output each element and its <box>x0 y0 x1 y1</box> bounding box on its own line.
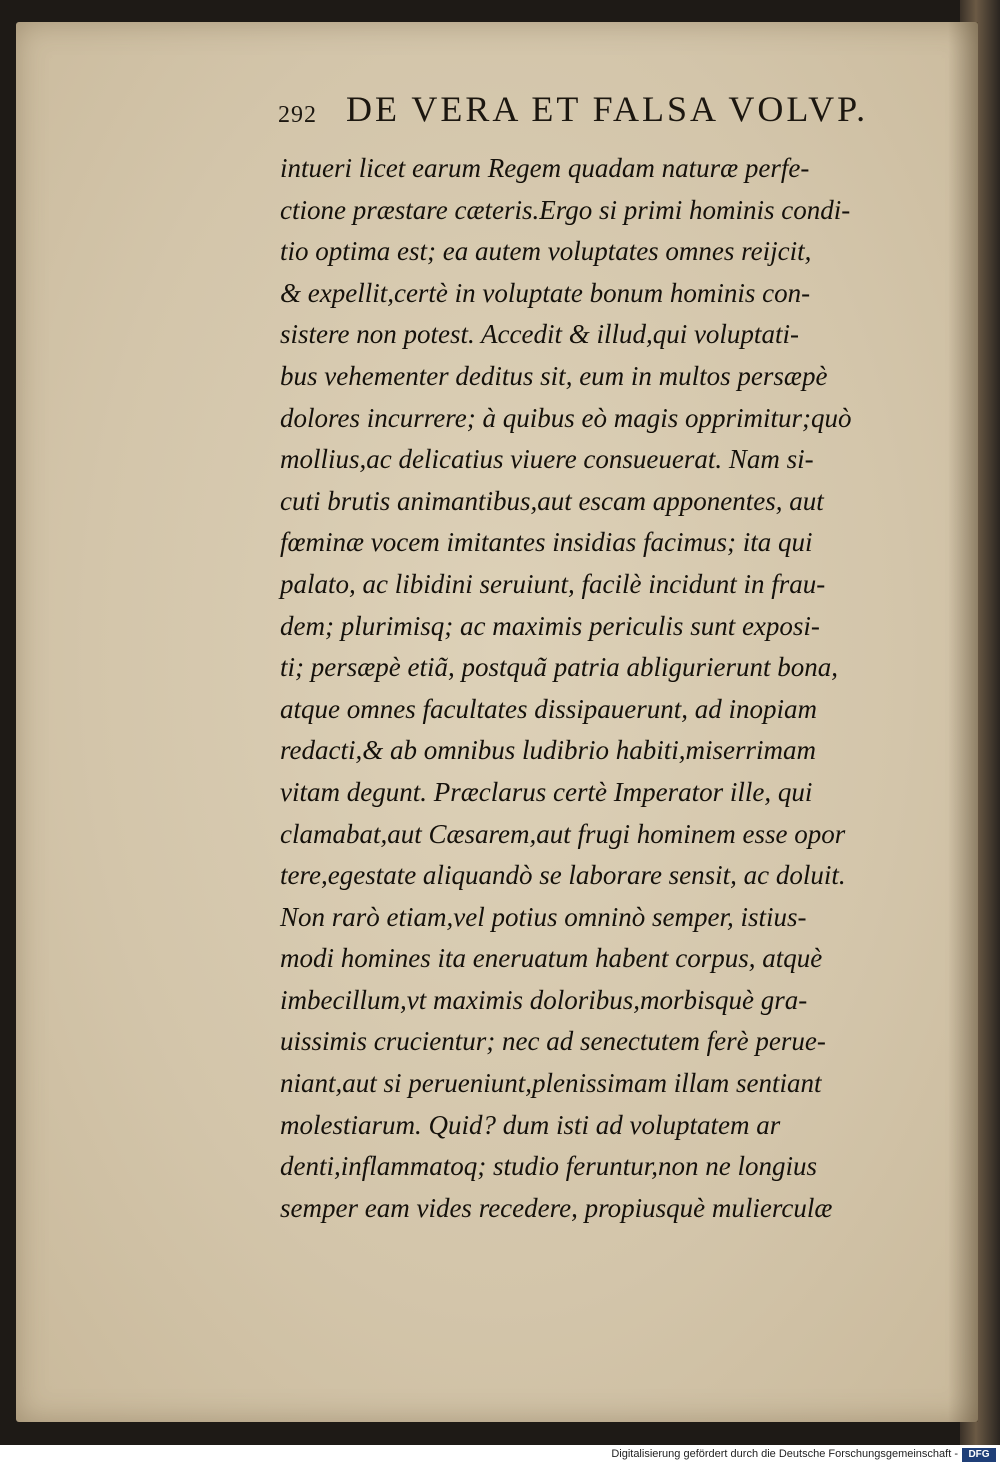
footer-bar <box>0 1445 1000 1465</box>
page-edge-shadow <box>948 22 978 1422</box>
text-line: redacti,& ab omnibus ludibrio habiti,miserrimam <box>280 735 817 766</box>
dfg-logo: DFG <box>962 1448 996 1462</box>
funding-credit: Digitalisierung gefördert durch die Deutsche Forschungsgemeinschaft - <box>611 1448 958 1460</box>
text-line: clamabat,aut Cæsarem,aut frugi hominem esse opor <box>280 818 846 849</box>
text-line: intueri licet earum Regem quadam naturæ perfe- <box>280 153 810 183</box>
text-line: fœminæ vocem imitantes insidias facimus; ita qui <box>280 527 813 558</box>
text-line: ti; persæpè etiã, postquã patria abligurierunt bona, <box>280 652 838 683</box>
text-line: tere,egestate aliquandò se laborare sensit, ac doluit. <box>280 860 846 891</box>
text-line: ctione præstare cæteris.Ergo si primi hominis condi- <box>280 194 851 225</box>
body-text <box>280 148 905 1229</box>
text-line: dem; plurimisq; ac maximis periculis sunt exposi- <box>280 610 820 641</box>
text-line: tio optima est; ea autem voluptates omnes reijcit, <box>280 236 812 267</box>
text-line: atque omnes facultates dissipauerunt, ad inopiam <box>280 693 817 724</box>
text-line: sistere non potest. Accedit & illud,qui voluptati- <box>280 319 799 350</box>
text-line: vitam degunt. Præclarus certè Imperator ille, qui <box>280 776 813 807</box>
text-line: imbecillum,vt maximis doloribus,morbisquè gra- <box>280 984 808 1015</box>
text-line: dolores incurrere; à quibus eò magis opprimitur;quò <box>280 402 852 433</box>
text-line: niant,aut si perueniunt,plenissimam illam sentiant <box>280 1068 822 1099</box>
text-line: uissimis crucientur; nec ad senectutem ferè perue- <box>280 1026 826 1057</box>
text-line: molestiarum. Quid? dum isti ad voluptatem ar <box>280 1109 781 1140</box>
text-line: palato, ac libidini seruiunt, facilè incidunt in frau- <box>280 568 826 599</box>
text-line: denti,inflammatoq; studio feruntur,non ne longius <box>280 1151 817 1182</box>
text-line: & expellit,certè in voluptate bonum hominis con- <box>280 277 811 308</box>
page-number: 292 <box>278 102 317 128</box>
running-head <box>278 88 888 138</box>
text-line: bus vehementer deditus sit, eum in multos persæpè <box>280 360 828 391</box>
text-line: semper eam vides recedere, propiusquè mulierculæ <box>280 1192 833 1223</box>
text-line: cuti brutis animantibus,aut escam apponentes, aut <box>280 485 824 516</box>
text-line: modi homines ita eneruatum habent corpus, atquè <box>280 943 823 974</box>
running-title: DE VERA ET FALSA VOLVP. <box>346 89 869 129</box>
text-line: mollius,ac delicatius viuere consueuerat. Nam si- <box>280 444 814 475</box>
text-line: Non rarò etiam,vel potius omninò semper, istius- <box>280 901 807 932</box>
